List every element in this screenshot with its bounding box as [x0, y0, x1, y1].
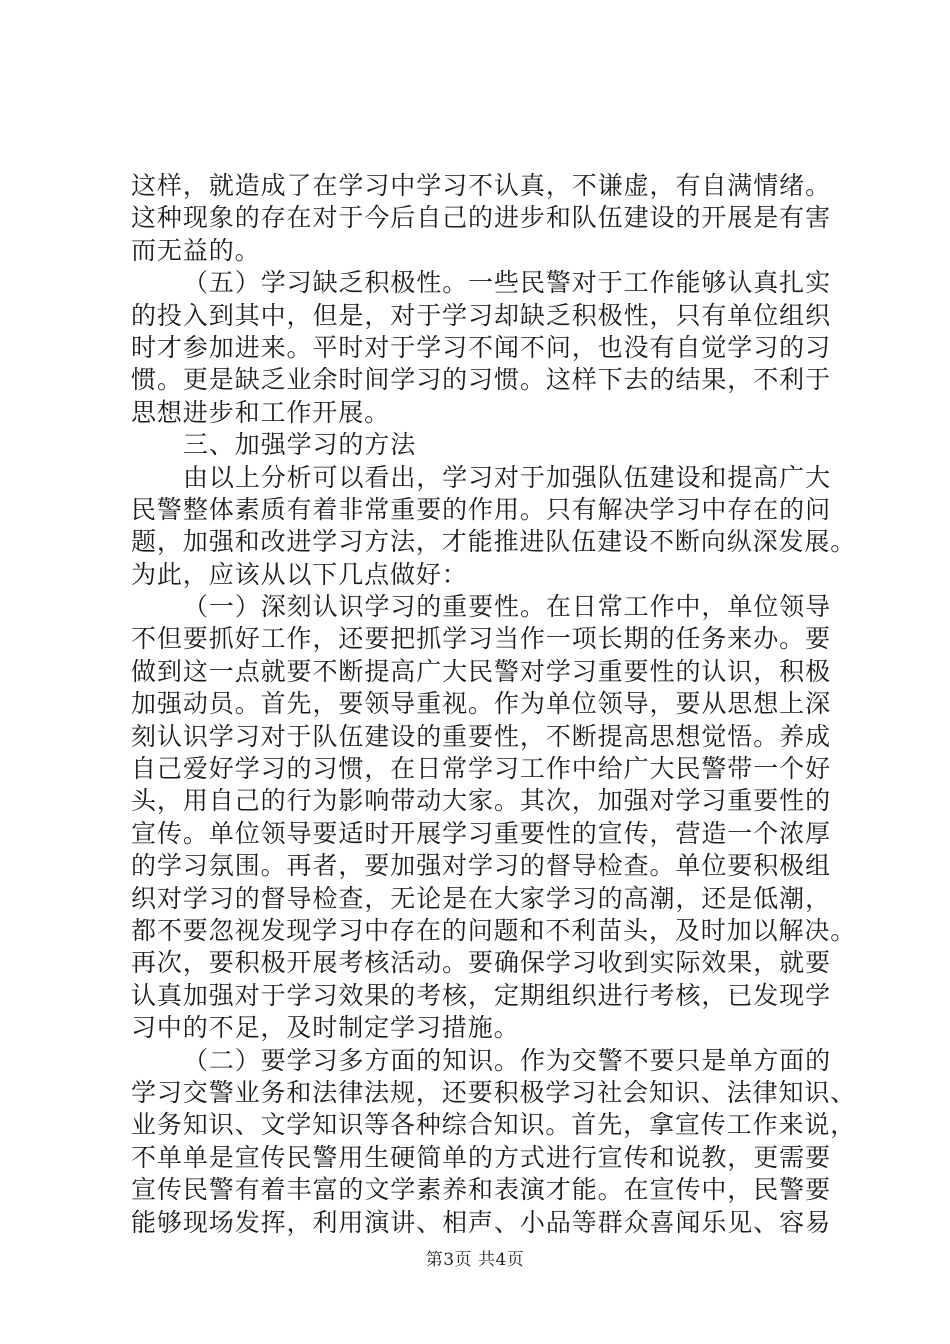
text-line: （五）学习缺乏积极性。一些民警对于工作能够认真扎实 [183, 268, 831, 298]
text-line: 不但要抓好工作，还要把抓学习当作一项长期的任务来办。要 [131, 624, 831, 654]
text-line: 的学习氛围。再者，要加强对学习的督导检查。单位要积极组 [131, 851, 831, 881]
text-line: 能够现场发挥，利用演讲、相声、小品等群众喜闻乐见、容易 [131, 1207, 831, 1237]
text-line: 自己爱好学习的习惯，在日常学习工作中给广大民警带一个好 [131, 754, 831, 784]
text-line: 为此，应该从以下几点做好： [131, 559, 468, 589]
text-line: 不单单是宣传民警用生硬简单的方式进行宣传和说教，更需要 [131, 1142, 831, 1172]
text-line: 这种现象的存在对于今后自己的进步和队伍建设的开展是有害 [131, 203, 831, 233]
text-line: 头，用自己的行为影响带动大家。其次，加强对学习重要性的 [131, 786, 831, 816]
text-line: （二）要学习多方面的知识。作为交警不要只是单方面的 [183, 1045, 831, 1075]
text-line: 宣传民警有着丰富的文学素养和表演才能。在宣传中，民警要 [131, 1175, 831, 1205]
text-line: 题，加强和改进学习方法，才能推进队伍建设不断向纵深发展。 [131, 527, 857, 557]
text-line: 而无益的。 [131, 235, 261, 265]
document-body [131, 170, 857, 1239]
text-line: 三、加强学习的方法 [183, 430, 417, 460]
text-line: 的投入到其中，但是，对于学习却缺乏积极性，只有单位组织 [131, 300, 831, 330]
text-line: 宣传。单位领导要适时开展学习重要性的宣传，营造一个浓厚 [131, 818, 831, 848]
text-line: 惯。更是缺乏业余时间学习的习惯。这样下去的结果，不利于 [131, 365, 831, 395]
text-line: 习中的不足，及时制定学习措施。 [131, 1013, 520, 1043]
text-line: 都不要忽视发现学习中存在的问题和不利苗头，及时加以解决。 [131, 915, 857, 945]
text-line: 学习交警业务和法律法规，还要积极学习社会知识、法律知识、 [131, 1077, 857, 1107]
text-line: 业务知识、文学知识等各种综合知识。首先，拿宣传工作来说， [131, 1110, 857, 1140]
text-line: 刻认识学习对于队伍建设的重要性，不断提高思想觉悟。养成 [131, 721, 831, 751]
text-line: 再次，要积极开展考核活动。要确保学习收到实际效果，就要 [131, 948, 831, 978]
page-footer: 第3页 共4页 [425, 1250, 525, 1270]
text-line: 民警整体素质有着非常重要的作用。只有解决学习中存在的问 [131, 494, 831, 524]
text-line: （一）深刻认识学习的重要性。在日常工作中，单位领导 [183, 592, 831, 622]
text-line: 加强动员。首先，要领导重视。作为单位领导，要从思想上深 [131, 689, 831, 719]
text-line: 这样，就造成了在学习中学习不认真，不谦虚，有自满情绪。 [131, 171, 831, 200]
text-line: 织对学习的督导检查，无论是在大家学习的高潮，还是低潮， [131, 883, 831, 913]
text-line: 由以上分析可以看出，学习对于加强队伍建设和提高广大 [183, 462, 831, 492]
text-line: 认真加强对于学习效果的考核，定期组织进行考核，已发现学 [131, 980, 831, 1010]
text-line: 做到这一点就要不断提高广大民警对学习重要性的认识，积极 [131, 656, 831, 686]
text-line: 时才参加进来。平时对于学习不闻不问，也没有自觉学习的习 [131, 332, 831, 362]
text-line: 思想进步和工作开展。 [131, 397, 391, 427]
